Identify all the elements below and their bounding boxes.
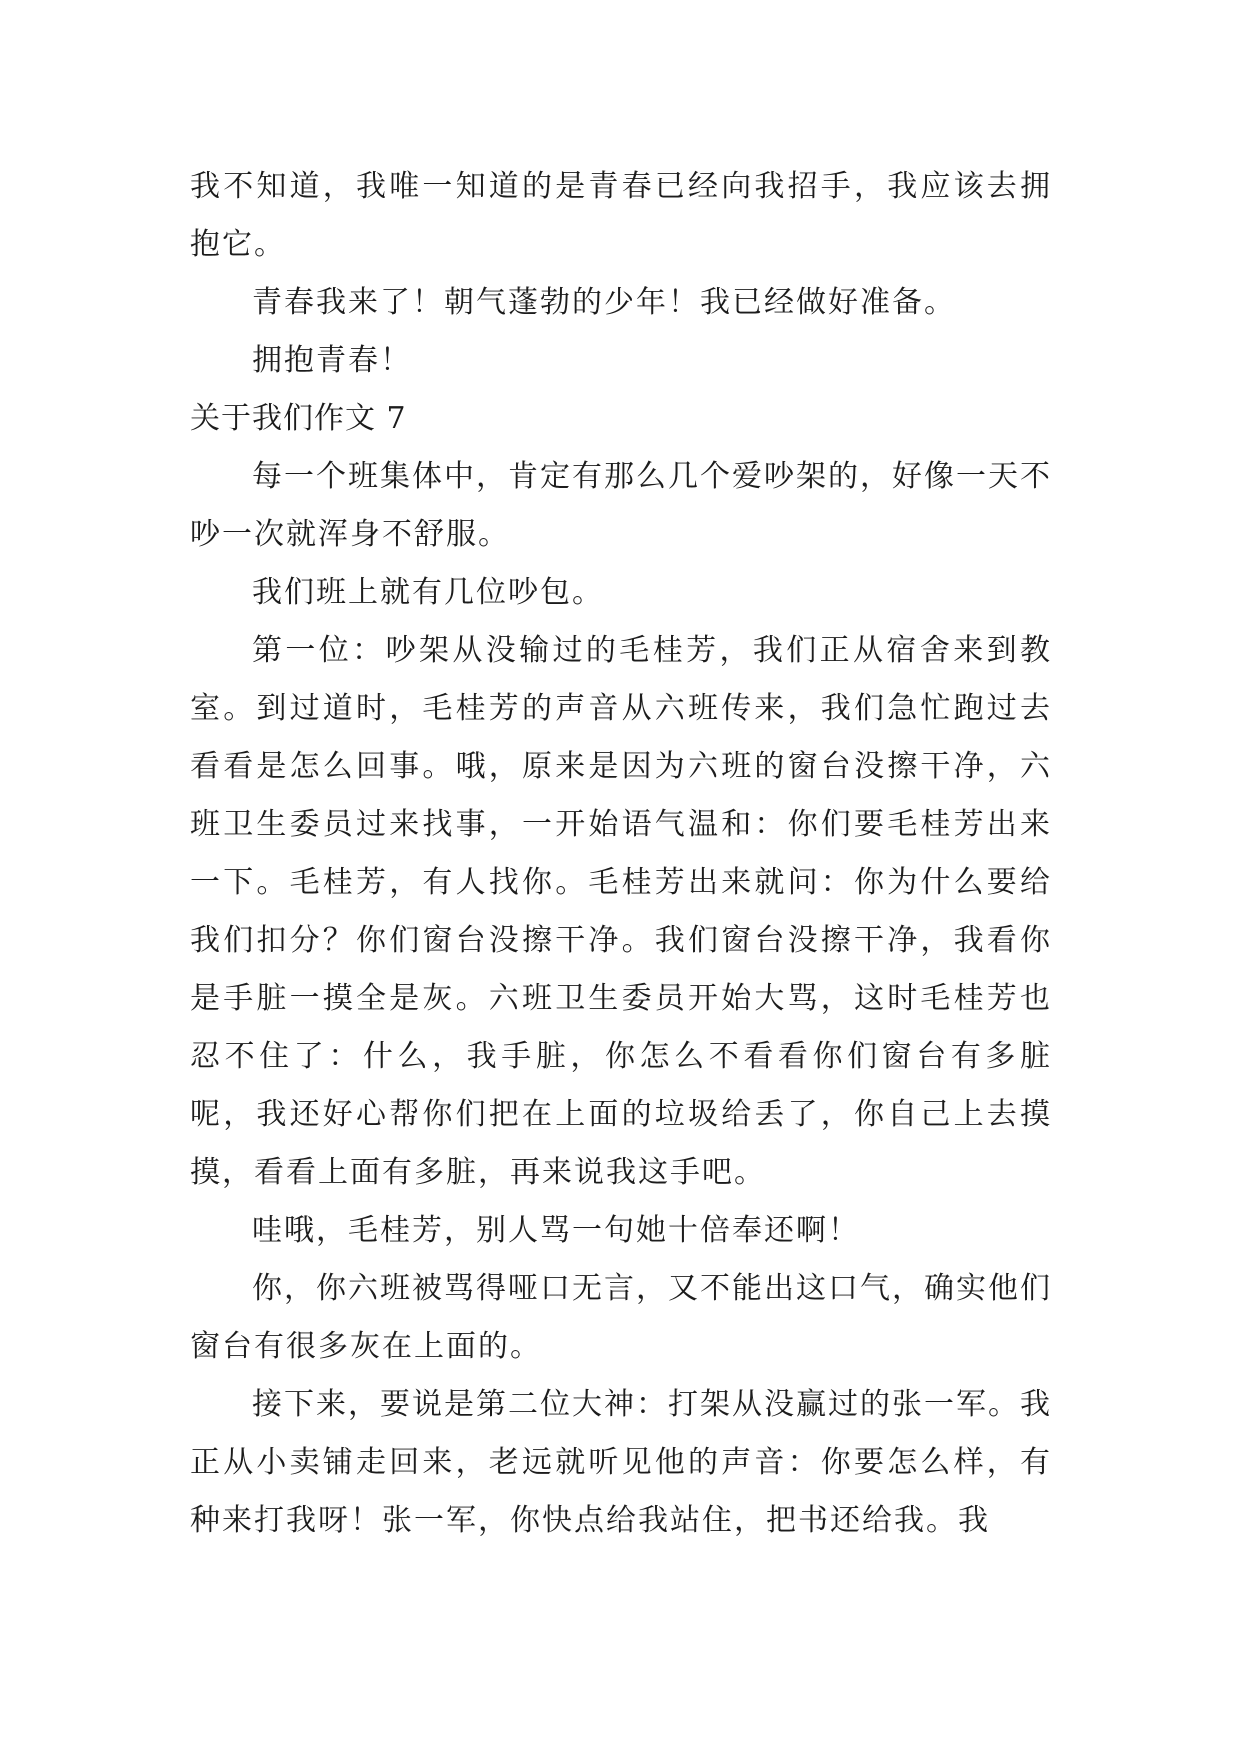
paragraph: 接下来，要说是第二位大神：打架从没赢过的张一军。我正从小卖铺走回来，老远就听见他的声音：你要怎么样，有种来打我呀！张一军，你快点给我站住，把书还给我。我	[190, 1387, 1052, 1538]
paragraph: 我们班上就有几位吵包。	[252, 575, 604, 610]
paragraph: 青春我来了！朝气蓬勃的少年！我已经做好准备。	[252, 285, 956, 320]
paragraph: 我不知道，我唯一知道的是青春已经向我招手，我应该去拥抱它。	[190, 169, 1052, 262]
section-heading: 关于我们作文 7	[190, 401, 407, 436]
paragraph: 哇哦，毛桂芳，别人骂一句她十倍奉还啊！	[252, 1213, 860, 1248]
paragraph: 每一个班集体中，肯定有那么几个爱吵架的，好像一天不吵一次就浑身不舒服。	[190, 459, 1052, 552]
paragraph: 第一位：吵架从没输过的毛桂芳，我们正从宿舍来到教室。到过道时，毛桂芳的声音从六班传来，我们急忙跑过去看看是怎么回事。哦，原来是因为六班的窗台没擦干净，六班卫生委员过来找事，一开始语气温和：你们要毛桂芳出来一下。毛桂芳，有人找你。毛桂芳出来就问：你为什么要给我们扣分？你们窗台没擦干净。我们窗台没擦干净，我看你是手脏一摸全是灰。六班卫生委员开始大骂，这时毛桂芳也忍不住了：什么，我手脏，你怎么不看看你们窗台有多脏呢，我还好心帮你们把在上面的垃圾给丢了，你自己上去摸摸，看看上面有多脏，再来说我这手吧。	[190, 633, 1052, 1190]
document-page	[190, 158, 1052, 1550]
paragraph: 你，你六班被骂得哑口无言，又不能出这口气，确实他们窗台有很多灰在上面的。	[190, 1271, 1052, 1364]
paragraph: 拥抱青春！	[252, 343, 412, 378]
